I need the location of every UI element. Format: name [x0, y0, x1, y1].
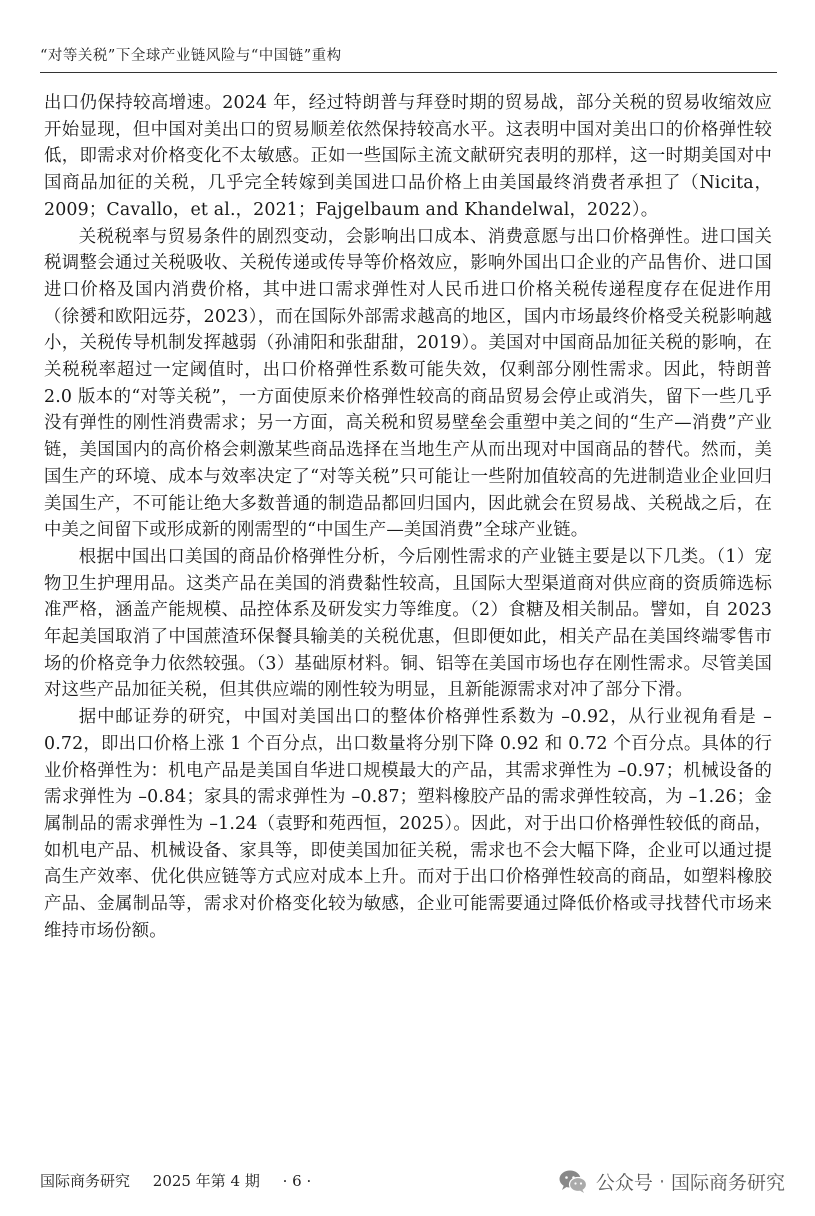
journal-name: 国际商务研究: [40, 1172, 131, 1190]
paragraph: 根据中国出口美国的商品价格弹性分析，今后刚性需求的产业链主要是以下几类。（1）宠物卫生护理用品。这类产品在美国的消费黏性较高，且国际大型渠道商对供应商的资质筛选标准严格，涵盖产能规模、品控体系及研发实力等维度。（2）食糖及相关制品。譬如，自 2023 年起美国取消了中国蔗渣环保餐具输美的关税优惠，但即便如此，相关产品在美国终端零售市场的价格竞争力依然较强。（3）基础原材料。铜、铝等在美国市场也存在刚性需求。尽管美国对这些产品加征关税，但其供应端的刚性较为明显，且新能源需求对冲了部分下滑。: [44, 546, 772, 701]
watermark-account: 国际商务研究: [670, 1172, 785, 1194]
wechat-icon: [558, 1169, 588, 1195]
paragraph: 出口仍保持较高增速。2024 年，经过特朗普与拜登时期的贸易战，部分关税的贸易收缩效应开始显现，但中国对美出口的贸易顺差依然保持较高水平。这表明中国对美出口的价格弹性较低，即需求对价格变化不太敏感。正如一些国际主流文献研究表明的那样，这一时期美国对中国商品加征的关税，几乎完全转嫁到美国进口品价格上由美国最终消费者承担了（Nicita，2009；Cavallo，et al.，2021；Fajgelbaum and Khandelwal，2022）。: [44, 93, 772, 220]
article-body: [44, 90, 772, 945]
paragraph: 据中邮证券的研究，中国对美国出口的整体价格弹性系数为 –0.92，从行业视角看是 –0.72，即出口价格上涨 1 个百分点，出口数量将分别下降 0.92 和 0.72 个百分点。具体的行业价格弹性为：机电产品是美国自华进口规模最大的产品，其需求弹性为 –0.97；机械设备的需求弹性为 –0.84；家具的需求弹性为 –0.87；塑料橡胶产品的需求弹性较高，为 –1.26；金属制品的需求弹性为 –1.24（袁野和苑西恒，2025）。因此，对于出口价格弹性较低的商品，如机电产品、机械设备、家具等，即使美国加征关税，需求也不会大幅下降，企业可以通过提高生产效率、优化供应链等方式应对成本上升。而对于出口价格弹性较高的商品，如塑料橡胶产品、金属制品等，需求对价格变化较为敏感，企业可能需要通过降低价格或寻找替代市场来维持市场份额。: [44, 707, 772, 941]
watermark-label: 公众号: [595, 1172, 653, 1194]
issue-label: 2025 年第 4 期: [152, 1172, 260, 1190]
running-title: “对等关税”下全球产业链风险与“中国链”重构: [40, 48, 342, 64]
wechat-watermark: [558, 1168, 785, 1195]
paragraph: 关税税率与贸易条件的剧烈变动，会影响出口成本、消费意愿与出口价格弹性。进口国关税调整会通过关税吸收、关税传递或传导等价格效应，影响外国出口企业的产品售价、进口国进口价格及国内消费价格，其中进口需求弹性对人民币进口价格关税传递程度存在促进作用（徐赟和欧阳远芬，2023），而在国际外部需求越高的地区，国内市场最终价格受关税影响越小，关税传导机制发挥越弱（孙浦阳和张甜甜，2019）。美国对中国商品加征关税的影响，在关税税率超过一定阈值时，出口价格弹性系数可能失效，仅剩部分刚性需求。因此，特朗普 2.0 版本的“对等关税”，一方面使原来价格弹性较高的商品贸易会停止或消失，留下一些几乎没有弹性的刚性消费需求；另一方面，高关税和贸易壁垒会重塑中美之间的“生产—消费”产业链，美国国内的高价格会刺激某些商品选择在当地生产从而出现对中国商品的替代。然而，美国生产的环境、成本与效率决定了“对等关税”只可能让一些附加值较高的先进制造业企业回归美国生产，不可能让绝大多数普通的制造品都回归国内，因此就会在贸易战、关税战之后，在中美之间留下或形成新的刚需型的“中国生产—美国消费”全球产业链。: [44, 226, 772, 541]
header-divider: [40, 72, 777, 73]
watermark-separator: ·: [658, 1170, 665, 1193]
page-number: · 6 ·: [282, 1172, 312, 1190]
page-footer: [40, 1170, 329, 1191]
